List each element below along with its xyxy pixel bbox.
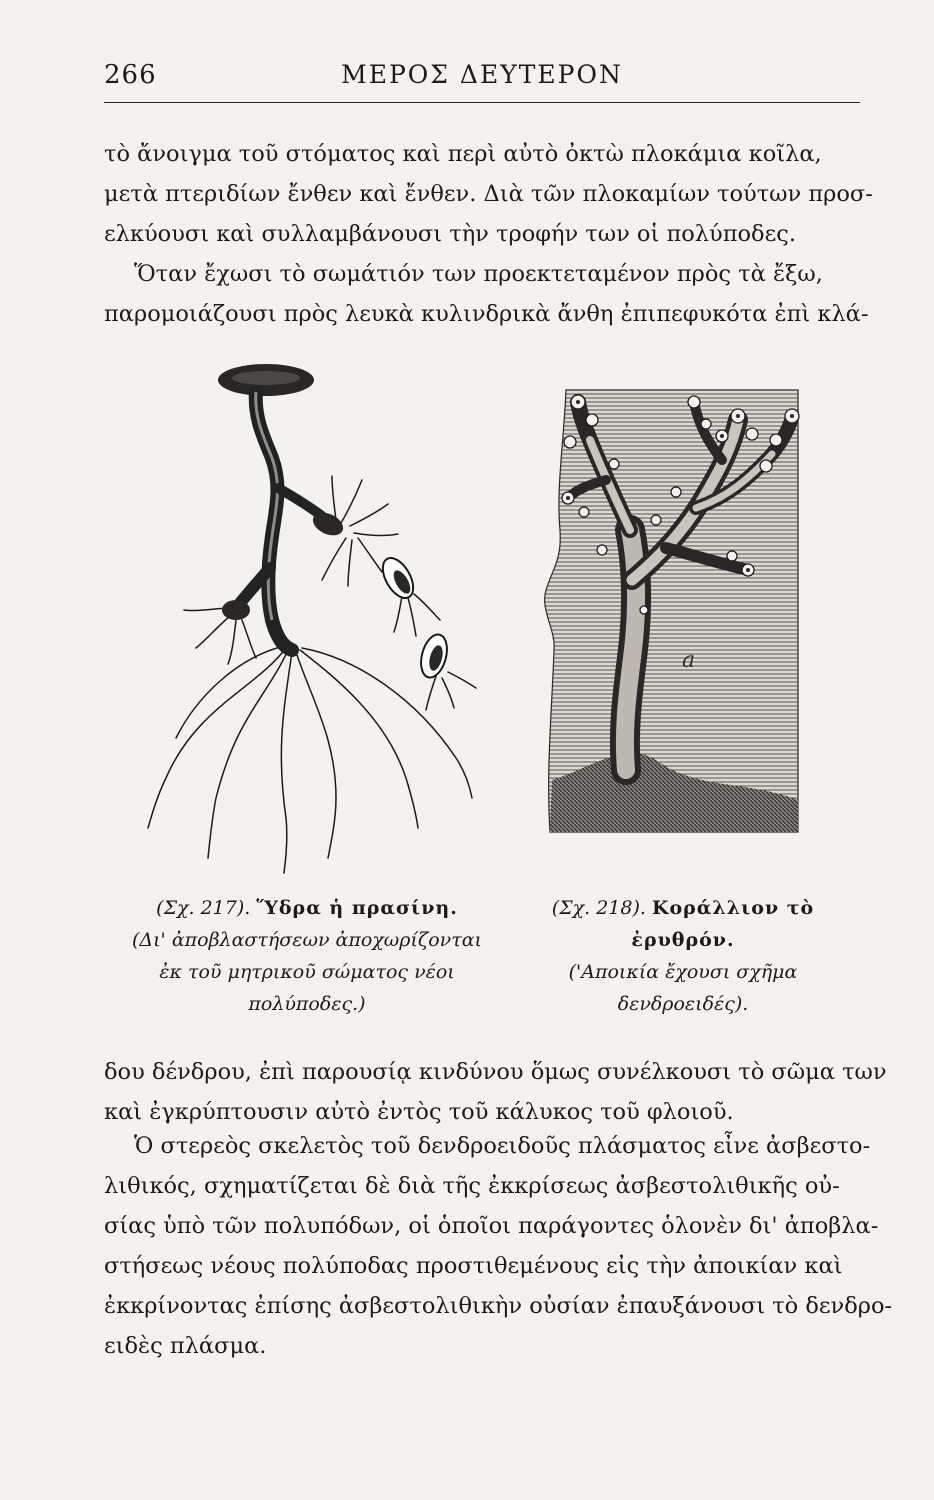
figure-217-number: (Σχ. 217). [156, 897, 251, 919]
paragraph-1 [104, 134, 873, 334]
hydra-illustration [136, 358, 486, 878]
text-line: ἐκκρίνοντας ἐπίσης ἀσβεστολιθικὴν οὐσίαν ἐπαυξάνουσι τὸ δενδρο- [104, 1293, 893, 1319]
paragraph-3 [104, 1126, 893, 1366]
text-line: μετὰ πτεριδίων ἔνθεν καὶ ἔνθεν. Διὰ τῶν πλοκαμίων τούτων προσ- [104, 181, 873, 207]
text-line: δου δένδρου, ἐπὶ παρουσίᾳ κινδύνου ὅμως συνέλκουσι τὸ σῶμα των [104, 1059, 887, 1085]
page-header [104, 60, 860, 104]
figure-218-number: (Σχ. 218). [551, 897, 646, 919]
coral-drawing [526, 380, 826, 835]
figure-218-caption [518, 892, 848, 1020]
text-line: Ὁ στερεὸς σκελετὸς τοῦ δενδροειδοῦς πλάσματος εἶνε ἀσβεστο- [134, 1133, 871, 1159]
text-line: τὸ ἄνοιγμα τοῦ στόματος καὶ περὶ αὐτὸ ὀκτὼ πλοκάμια κοῖλα, [104, 141, 822, 167]
hydra-drawing [136, 358, 486, 878]
figure-label-a: a [682, 648, 696, 673]
figure-217-title: Ὕδρα ἡ πρασίνη. [256, 897, 458, 919]
header-rule [104, 102, 860, 103]
text-line: παρομοιάζουσι πρὸς λευκὰ κυλινδρικὰ ἄνθη ἐπιπεφυκότα ἐπὶ κλά- [104, 301, 869, 327]
figure-218-note: ('Αποικία ἔχουσι σχῆμα δενδροειδές). [568, 961, 798, 1015]
figure-218-title: Κοράλλιον τὸ ἐρυθρόν. [631, 897, 815, 951]
text-line: καὶ ἐγκρύπτουσιν αὐτὸ ἐντὸς τοῦ κάλυκος τοῦ φλοιοῦ. [104, 1099, 734, 1125]
page-number: 266 [104, 60, 157, 90]
text-line: ελκύουσι καὶ συλλαμβάνουσι τὴν τροφήν των οἱ πολύποδες. [104, 221, 797, 247]
text-line: σίας ὑπὸ τῶν πολυπόδων, οἱ ὁποῖοι παράγοντες ὁλονὲν δι' ἀποβλα- [104, 1213, 879, 1239]
text-line: ειδὲς πλάσμα. [104, 1333, 267, 1359]
running-title: ΜΕΡΟΣ ΔΕΥΤΕΡΟΝ [341, 60, 623, 89]
paragraph-2 [104, 1052, 887, 1132]
text-line: στήσεως νέους πολύποδας προστιθεμένους εἰς τὴν ἀποικίαν καὶ [104, 1253, 843, 1279]
figure-217-caption [118, 892, 496, 1020]
text-line: Ὅταν ἔχωσι τὸ σωμάτιόν των προεκτεταμένον πρὸς τὰ ἔξω, [134, 261, 823, 287]
figure-217-note: (Δι' ἀποβλαστήσεων ἀποχωρίζονται ἐκ τοῦ μητρικοῦ σώματος νέοι πολύποδες.) [131, 929, 483, 1015]
text-line: λιθικός, σχηματίζεται δὲ διὰ τῆς ἐκκρίσεως ἀσβεστολιθικῆς οὐ- [104, 1173, 840, 1199]
coral-illustration [526, 380, 826, 835]
